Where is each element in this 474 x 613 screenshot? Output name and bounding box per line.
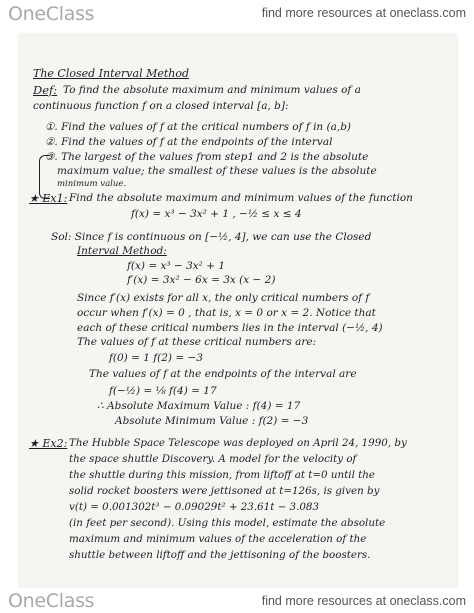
solution-line-5: Since f′(x) exists for all x, the only critical numbers of f bbox=[77, 292, 370, 304]
example-2-line-4: solid rocket boosters were jettisoned at t=126s, is given by bbox=[69, 485, 380, 497]
solution-line-13: Absolute Minimum Value : f(2) = −3 bbox=[115, 415, 309, 427]
example-2-line-2: the space shuttle Discovery. A model for the velocity of bbox=[69, 453, 357, 465]
oneclass-footer-logo[interactable]: OneClass bbox=[8, 590, 95, 612]
example-2-line-7: maximum and minimum values of the acceleration of the bbox=[69, 533, 367, 545]
solution-line-7: each of these critical numbers lies in the interval (−½, 4) bbox=[77, 322, 383, 334]
definition-line-2: continuous function f on a closed interval [a, b]: bbox=[33, 100, 289, 112]
solution-line-2: Interval Method: bbox=[77, 245, 167, 257]
oneclass-logo[interactable]: OneClass bbox=[8, 3, 95, 25]
footer-resources-link[interactable]: find more resources at oneclass.com bbox=[261, 594, 466, 608]
step-2: ②. Find the values of f at the endpoints of the interval bbox=[45, 136, 333, 148]
solution-line-10: The values of f at the endpoints of the interval are bbox=[89, 368, 357, 380]
definition-line-1: To find the absolute maximum and minimum values of a bbox=[63, 84, 361, 96]
top-banner bbox=[0, 0, 474, 26]
notes-title: The Closed Interval Method bbox=[33, 67, 190, 80]
solution-line-12: ∴ Absolute Maximum Value : f(4) = 17 bbox=[97, 400, 301, 412]
example-1-label: ★ Ex1: bbox=[29, 192, 68, 205]
resources-link[interactable]: find more resources at oneclass.com bbox=[261, 6, 466, 20]
bottom-banner bbox=[0, 588, 474, 613]
solution-line-9: f(0) = 1 f(2) = −3 bbox=[109, 352, 203, 364]
solution-line-8: The values of f at these critical numbers are: bbox=[77, 336, 317, 348]
step-3-line-1: ③. The largest of the values from step1 and 2 is the absolute bbox=[45, 151, 369, 163]
example-2-label: ★ Ex2: bbox=[29, 437, 68, 450]
example-2-line-1: The Hubble Space Telescope was deployed on April 24, 1990, by bbox=[69, 437, 407, 449]
example-2-line-3: the shuttle during this mission, from liftoff at t=0 until the bbox=[69, 469, 376, 481]
definition-label: Def: bbox=[33, 83, 58, 97]
solution-line-4: f′(x) = 3x² − 6x = 3x (x − 2) bbox=[127, 274, 276, 286]
step-3-line-2: maximum value; the smallest of these values is the absolute bbox=[57, 165, 377, 177]
solution-line-11: f(−½) = ⅛ f(4) = 17 bbox=[109, 385, 217, 397]
example-2-line-6: (in feet per second). Using this model, estimate the absolute bbox=[69, 517, 386, 529]
step-3-line-3: minimum value. bbox=[57, 179, 127, 189]
solution-line-1: Sol: Since f is continuous on [−½, 4], we can use the Closed bbox=[51, 231, 372, 243]
step-1: ①. Find the values of f at the critical numbers of f in (a,b) bbox=[45, 121, 352, 133]
example-1-text: Find the absolute maximum and minimum values of the function bbox=[69, 192, 413, 204]
example-2-line-5: v(t) = 0.001302t³ − 0.09029t² + 23.61t − 3.083 bbox=[69, 501, 320, 513]
solution-line-6: occur when f′(x) = 0 , that is, x = 0 or x = 2. Notice that bbox=[77, 307, 376, 319]
solution-line-3: f(x) = x³ − 3x² + 1 bbox=[127, 260, 226, 272]
notes-page bbox=[19, 34, 457, 594]
example-1-function: f(x) = x³ − 3x² + 1 , −½ ≤ x ≤ 4 bbox=[131, 208, 302, 220]
example-2-line-8: shuttle between liftoff and the jettisoning of the boosters. bbox=[69, 549, 371, 561]
